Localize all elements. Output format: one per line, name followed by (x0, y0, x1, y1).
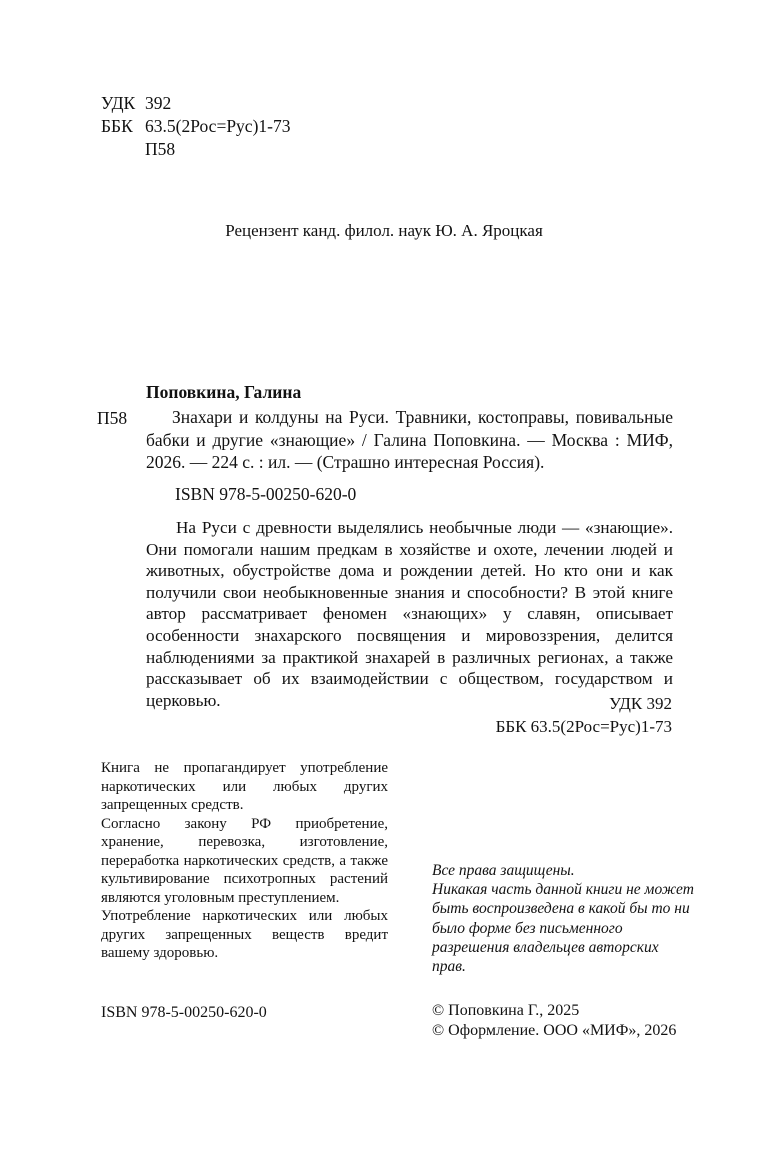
annotation-paragraph: На Руси с древности выделялись необычные люди — «знающие». Они помогали нашим предкам в хозяйстве и охоте, лечении людей и животных, обустройстве дома и рождении детей. Но кто они и как получили свои необыкновенные знания и способности? В этой книге автор рассматривает феномен «знающих» у славян, описывает особенности знахарского посвящения и мировоззрения, делится наблюдениями за практикой знахарей в различных регионах, а также рассказывает об их взаимодействии с обществом, государством и церковью. (146, 518, 673, 710)
disclaimer-paragraph-2: Согласно закону РФ приобретение, хранение, перевозка, изготовление, переработка наркотических средств, а также культивирование психотропных растений являются уголовным преступлением. (101, 815, 388, 906)
isbn-bottom: ISBN 978-5-00250-620-0 (101, 1004, 267, 1021)
rights-reserved-block (432, 861, 694, 976)
disclaimer-paragraph-3: Употребление наркотических или любых других запрещенных веществ вредит вашему здоровью. (101, 908, 388, 961)
citation-author: Поповкина, Галина (146, 382, 302, 402)
bbk-label: ББК (101, 116, 133, 136)
author-code: П58 (145, 139, 176, 159)
bbk-row (101, 115, 290, 138)
classification-codes-right (400, 693, 672, 738)
copyright-publisher: © Оформление. ООО «МИФ», 2026 (432, 1021, 677, 1039)
bbk-right: ББК 63.5(2Рос=Рус)1-73 (495, 716, 672, 736)
rights-line-1: Все права защищены. (432, 862, 575, 879)
udk-row (101, 92, 290, 115)
legal-disclaimer-block (101, 759, 388, 963)
udk-value: 392 (145, 93, 172, 113)
author-code-row (101, 138, 290, 161)
bbk-value: 63.5(2Рос=Рус)1-73 (145, 116, 291, 136)
disclaimer-paragraph-1: Книга не пропагандирует употребление наркотических или любых других запрещенных средств. (101, 760, 388, 813)
reviewer-line: Рецензент канд. филол. наук Ю. А. Яроцкая (225, 221, 543, 240)
citation-code: П58 (97, 408, 128, 428)
udk-label: УДК (101, 93, 136, 113)
citation-description: Знахари и колдуны на Руси. Травники, костоправы, повивальные бабки и другие «знающие» / Галина Поповкина. — Москва : МИФ, 2026. — 224 с. : ил. — (Страшно интересная Россия). (146, 407, 673, 473)
copyright-block (432, 1001, 676, 1040)
classification-codes-block (101, 92, 290, 161)
isbn-top: ISBN 978-5-00250-620-0 (175, 484, 357, 504)
udk-right: УДК 392 (608, 694, 672, 713)
rights-text: Никакая часть данной книги не может быть воспроизведена в какой бы то ни было форме без письменного разрешения владельцев авторских прав. (432, 881, 694, 976)
author-code-spacer (101, 138, 145, 161)
copyright-author: © Поповкина Г., 2025 (432, 1002, 580, 1019)
